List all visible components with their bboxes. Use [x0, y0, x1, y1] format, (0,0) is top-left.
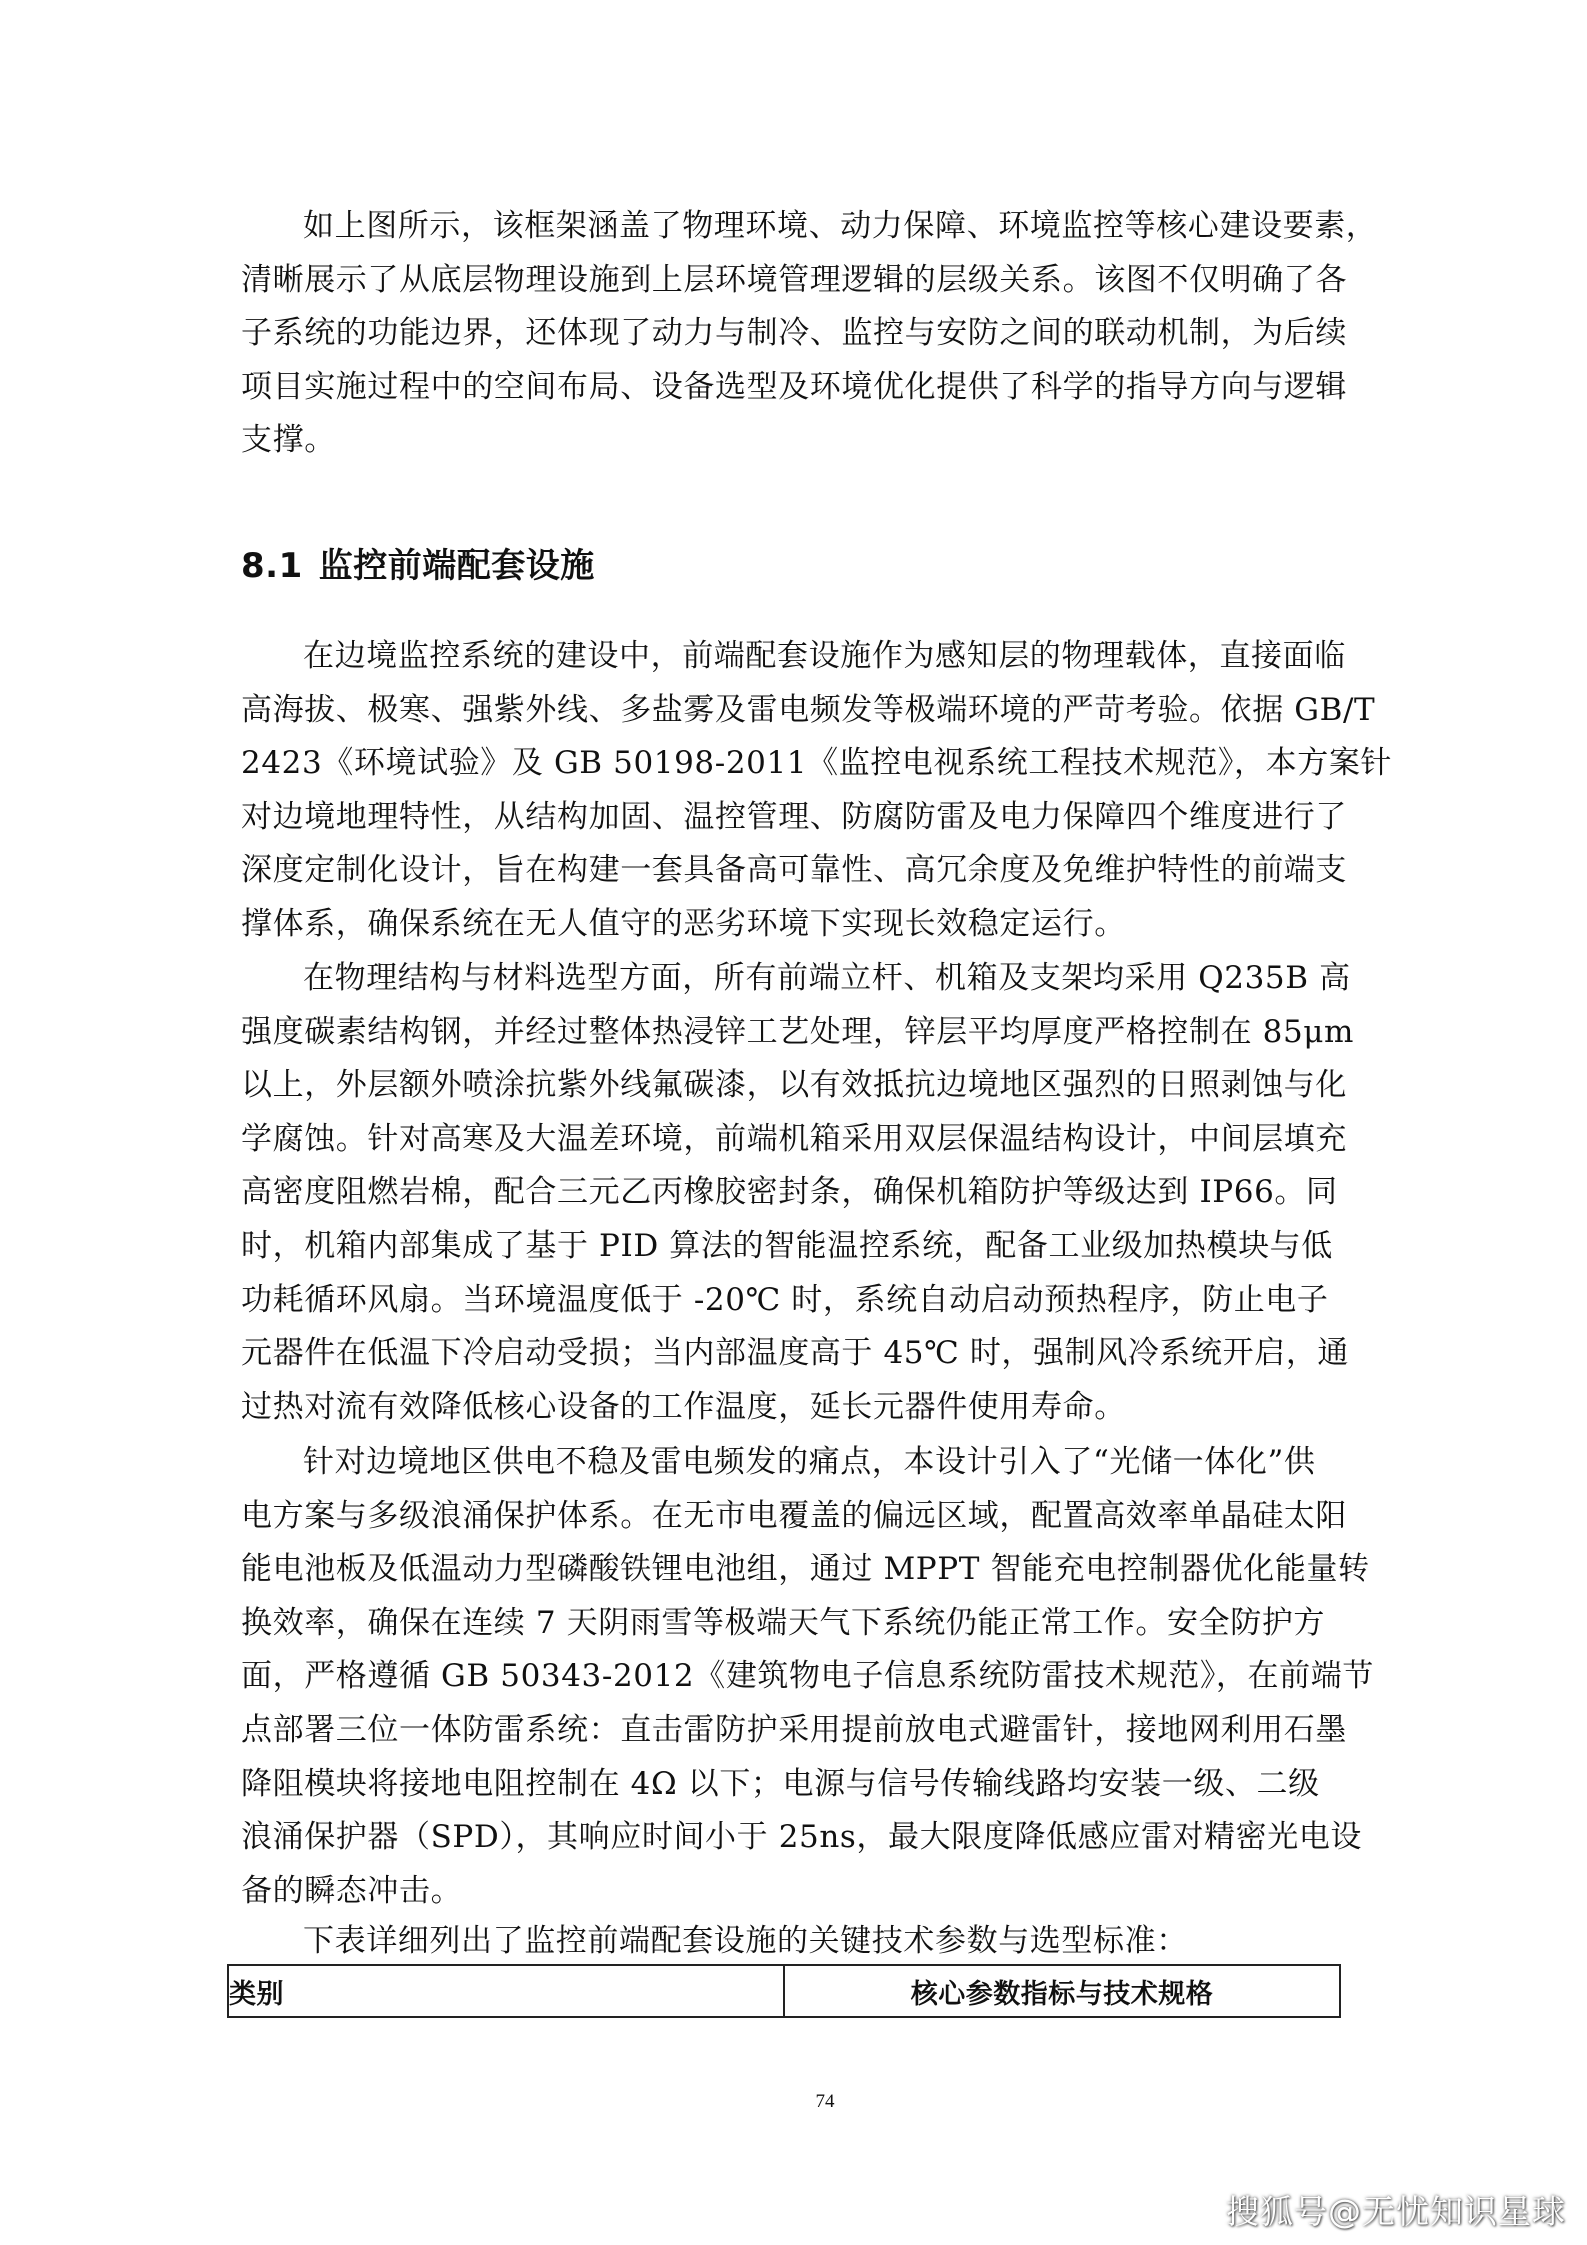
intro-paragraph [241, 200, 1378, 468]
watermark: 搜狐号@无忧知识星球 [1226, 2192, 1566, 2231]
text-line: 以上，外层额外喷涂抗紫外线氟碳漆，以有效抵抗边境地区强烈的日照剥蚀与化 [241, 1067, 1347, 1104]
text-line: 学腐蚀。针对高寒及大温差环境，前端机箱采用双层保温结构设计，中间层填充 [241, 1120, 1347, 1157]
table-header-row [228, 1965, 1340, 2017]
text-line: 元器件在低温下冷启动受损；当内部温度高于 45℃ 时，强制风冷系统开启，通 [241, 1335, 1350, 1372]
text-line: 深度定制化设计，旨在构建一套具备高可靠性、高冗余度及免维护特性的前端支 [241, 852, 1347, 889]
text-line: 过热对流有效降低核心设备的工作温度，延长元器件使用寿命。 [241, 1388, 1126, 1425]
paragraph-structure [241, 952, 1355, 1434]
paragraph-power-lightning [241, 1436, 1374, 1918]
text-line: 2423《环境试验》及 GB 50198-2011《监控电视系统工程技术规范》，本方案针 [241, 745, 1393, 782]
text-line: 强度碳素结构钢，并经过整体热浸锌工艺处理，锌层平均厚度严格控制在 85μm [241, 1013, 1355, 1050]
page-number: 74 [815, 2091, 835, 2112]
text-line: 高密度阻燃岩棉，配合三元乙丙橡胶密封条，确保机箱防护等级达到 IP66。同 [241, 1174, 1338, 1211]
section-number: 8.1 [241, 546, 303, 586]
text-line: 能电池板及低温动力型磷酸铁锂电池组，通过 MPPT 智能充电控制器优化能量转 [241, 1551, 1370, 1588]
text-line: 对边境地理特性，从结构加固、温控管理、防腐防雷及电力保障四个维度进行了 [241, 798, 1347, 835]
text-line: 如上图所示，该框架涵盖了物理环境、动力保障、环境监控等核心建设要素， [303, 208, 1378, 244]
table-intro [241, 1915, 1351, 1969]
text-line: 清晰展示了从底层物理设施到上层环境管理逻辑的层级关系。该图不仅明确了各 [241, 261, 1347, 298]
text-line: 支撑。 [241, 422, 336, 459]
text-line: 下表详细列出了监控前端配套设施的关键技术参数与选型标准： [303, 1923, 1188, 1959]
text-line: 换效率，确保在连续 7 天阴雨雪等极端天气下系统仍能正常工作。安全防护方 [241, 1604, 1326, 1641]
text-line: 时，机箱内部集成了基于 PID 算法的智能温控系统，配备工业级加热模块与低 [241, 1227, 1333, 1264]
text-line: 功耗循环风扇。当环境温度低于 -20℃ 时，系统自动启动预热程序，防止电子 [241, 1281, 1329, 1318]
text-line: 降阻模块将接地电阻控制在 4Ω 以下；电源与信号传输线路均安装一级、二级 [241, 1765, 1320, 1802]
text-line: 子系统的功能边界，还体现了动力与制冷、监控与安防之间的联动机制，为后续 [241, 315, 1347, 352]
text-line: 电方案与多级浪涌保护体系。在无市电覆盖的偏远区域，配置高效率单晶硅太阳 [241, 1497, 1347, 1534]
text-line: 撑体系，确保系统在无人值守的恶劣环境下实现长效稳定运行。 [241, 905, 1126, 942]
table-header-specs: 核心参数指标与技术规格 [784, 1965, 1340, 2017]
parameter-table [227, 1964, 1341, 2018]
paragraph-overview [241, 630, 1393, 952]
table-header-category: 类别 [228, 1965, 784, 2017]
text-line: 备的瞬态冲击。 [241, 1872, 463, 1909]
text-line: 针对边境地区供电不稳及雷电频发的痛点，本设计引入了“光储一体化”供 [303, 1444, 1316, 1480]
text-line: 项目实施过程中的空间布局、设备选型及环境优化提供了科学的指导方向与逻辑 [241, 368, 1347, 405]
section-heading [241, 538, 595, 587]
text-line: 高海拔、极寒、强紫外线、多盐雾及雷电频发等极端环境的严苛考验。依据 GB/T [241, 691, 1376, 728]
text-line: 浪涌保护器（SPD），其响应时间小于 25ns，最大限度降低感应雷对精密光电设 [241, 1819, 1363, 1856]
text-line: 在边境监控系统的建设中，前端配套设施作为感知层的物理载体，直接面临 [303, 638, 1346, 674]
text-line: 面，严格遵循 GB 50343-2012《建筑物电子信息系统防雷技术规范》，在前端节 [241, 1658, 1374, 1695]
text-line: 点部署三位一体防雷系统：直击雷防护采用提前放电式避雷针，接地网利用石墨 [241, 1711, 1347, 1748]
text-line: 在物理结构与材料选型方面，所有前端立杆、机箱及支架均采用 Q235B 高 [303, 960, 1351, 996]
section-title: 监控前端配套设施 [318, 546, 595, 586]
